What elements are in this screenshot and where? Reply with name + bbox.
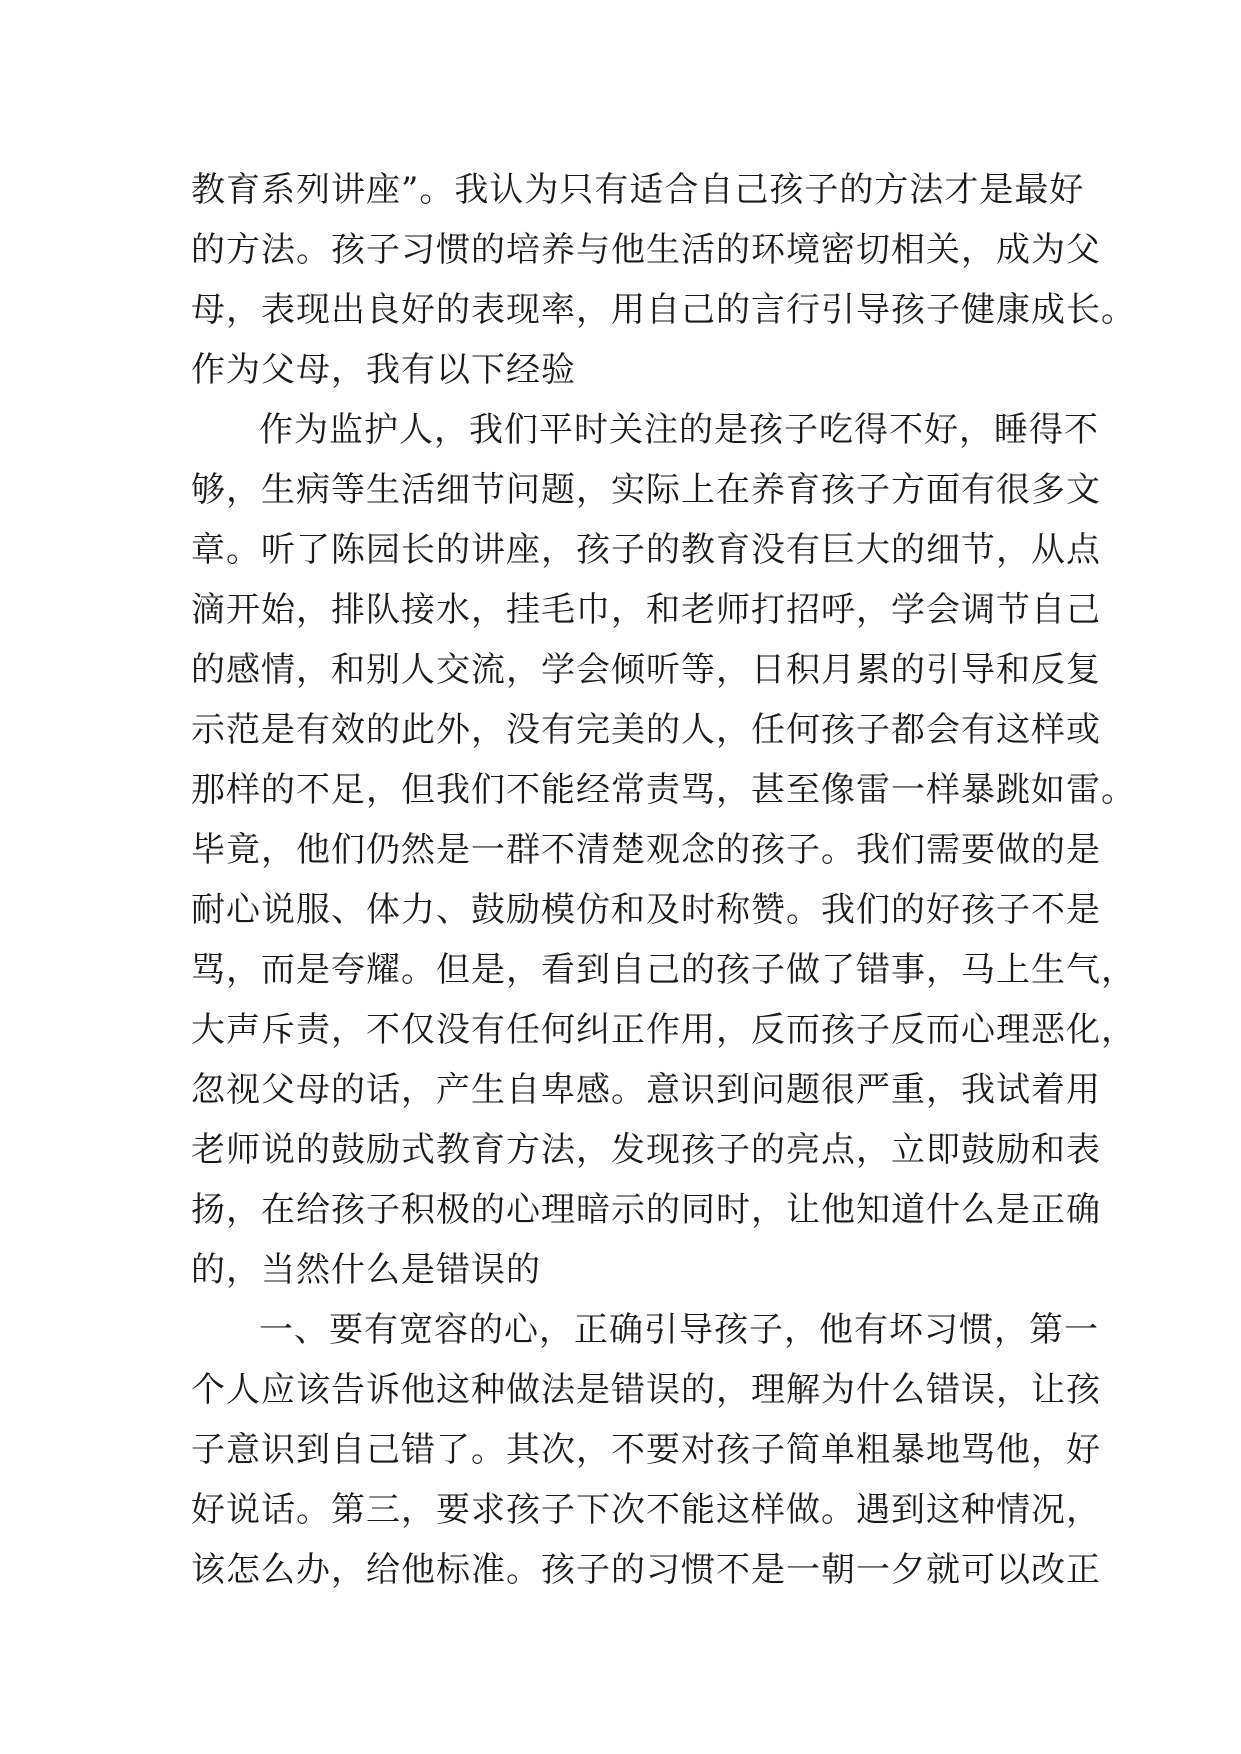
text-line: 的方法。孩子习惯的培养与他生活的环境密切相关，成为父 xyxy=(191,230,1101,270)
text-line: 那样的不足，但我们不能经常责骂，甚至像雷一样暴跳如雷。 xyxy=(191,770,1136,810)
text-line: 该怎么办，给他标准。孩子的习惯不是一朝一夕就可以改正 xyxy=(191,1550,1101,1590)
text-line: 章。听了陈园长的讲座，孩子的教育没有巨大的细节，从点 xyxy=(191,530,1101,570)
text-line: 够，生病等生活细节问题，实际上在养育孩子方面有很多文 xyxy=(191,470,1101,510)
text-line: 毕竟，他们仍然是一群不清楚观念的孩子。我们需要做的是 xyxy=(191,830,1101,870)
text-line: 耐心说服、体力、鼓励模仿和及时称赞。我们的好孩子不是 xyxy=(191,890,1101,930)
text-line: 的感情，和别人交流，学会倾听等，日积月累的引导和反复 xyxy=(191,650,1101,690)
text-line: 扬，在给孩子积极的心理暗示的同时，让他知道什么是正确 xyxy=(191,1190,1101,1230)
body-text xyxy=(191,160,1136,1600)
text-line: 骂，而是夸耀。但是，看到自己的孩子做了错事，马上生气， xyxy=(191,950,1136,990)
text-line: 子意识到自己错了。其次，不要对孩子简单粗暴地骂他，好 xyxy=(191,1430,1101,1470)
text-line: 教育系列讲座”。我认为只有适合自己孩子的方法才是最好 xyxy=(191,170,1085,210)
text-line: 一、要有宽容的心，正确引导孩子，他有坏习惯，第一 xyxy=(259,1310,1099,1350)
text-line: 作为父母，我有以下经验 xyxy=(191,350,576,390)
text-line: 老师说的鼓励式教育方法，发现孩子的亮点，立即鼓励和表 xyxy=(191,1130,1101,1170)
text-line: 个人应该告诉他这种做法是错误的，理解为什么错误，让孩 xyxy=(191,1370,1101,1410)
text-line: 忽视父母的话，产生自卑感。意识到问题很严重，我试着用 xyxy=(191,1070,1101,1110)
text-line: 滴开始，排队接水，挂毛巾，和老师打招呼，学会调节自己 xyxy=(191,590,1101,630)
text-line: 作为监护人，我们平时关注的是孩子吃得不好，睡得不 xyxy=(259,410,1099,450)
text-line: 大声斥责，不仅没有任何纠正作用，反而孩子反而心理恶化， xyxy=(191,1010,1136,1050)
text-line: 的，当然什么是错误的 xyxy=(191,1250,541,1290)
text-line: 好说话。第三，要求孩子下次不能这样做。遇到这种情况， xyxy=(191,1490,1101,1530)
text-line: 示范是有效的此外，没有完美的人，任何孩子都会有这样或 xyxy=(191,710,1101,750)
text-line: 母，表现出良好的表现率，用自己的言行引导孩子健康成长。 xyxy=(191,290,1136,330)
